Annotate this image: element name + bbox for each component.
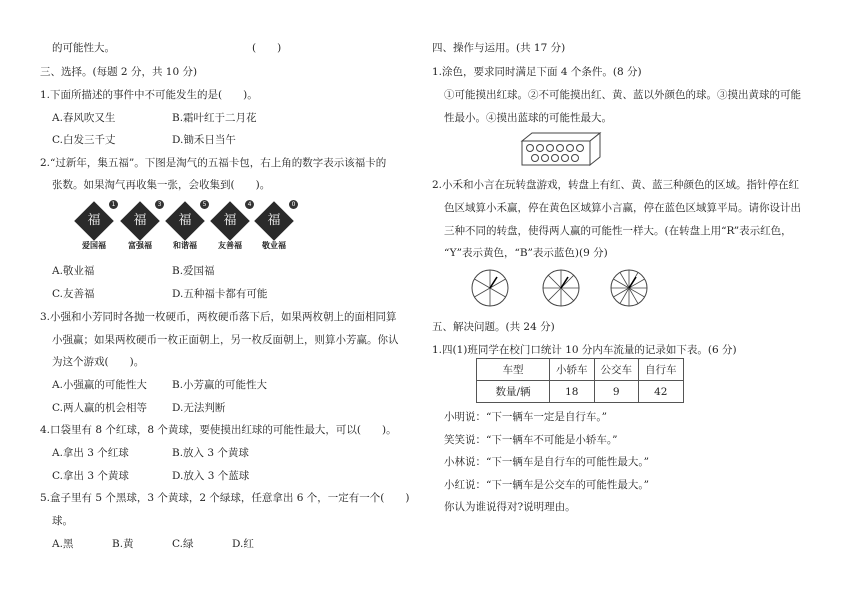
- q1-option-d: D.锄禾日当午: [172, 134, 236, 146]
- q3-option-b: B.小芳赢的可能性大: [172, 379, 268, 391]
- card-caption: 和谐福: [173, 240, 197, 250]
- card-caption: 爱国福: [82, 240, 106, 250]
- q5-option-d: D.红: [232, 538, 254, 550]
- q3-option-c: C.两人赢的机会相等: [52, 402, 147, 414]
- q2-stem-line1: 2.“过新年，集五福”。下图是淘气的五福卡包，右上角的数字表示该福卡的: [40, 157, 387, 169]
- card-count-badge: 4: [245, 200, 254, 209]
- section5-title: 五、解决问题。(共 24 分): [432, 321, 555, 333]
- table-cell: 公交车: [594, 359, 639, 381]
- q5-stem-line1: 5.盒子里有 5 个黑球，3 个黄球，2 个绿球，任意拿出 6 个，一定有一个( ): [40, 492, 410, 504]
- q5-stem-line2: 球。: [52, 515, 73, 527]
- table-row: [477, 381, 684, 403]
- fu-card-char: 福: [223, 213, 237, 228]
- card-caption: 敬业福: [262, 240, 286, 250]
- fu-card-char: 福: [87, 213, 101, 228]
- section4-title: 四、操作与运用。(共 17 分): [432, 42, 566, 54]
- q3-stem-line1: 3.小强和小芳同时各抛一枚硬币，两枚硬币落下后，如果两枚朝上的面相同算: [40, 311, 397, 323]
- q4-option-a: A.拿出 3 个红球: [52, 447, 129, 459]
- op-q2-stem-line1: 2.小禾和小言在玩转盘游戏，转盘上有红、黄、蓝三种颜色的区域。指针停在红: [432, 179, 800, 191]
- section3-title: 三、选择。(每题 2 分，共 10 分): [40, 66, 198, 78]
- statement-xiaolin: 小林说：“下一辆车是自行车的可能性最大。”: [444, 456, 649, 468]
- q2-option-b: B.爱国福: [172, 265, 215, 277]
- q1-option-a: A.春风吹又生: [52, 112, 116, 124]
- card-caption: 富强福: [128, 240, 152, 250]
- q3-stem-line2: 小强赢；如果两枚硬币一枚正面朝上，另一枚反面朝上，则算小芳赢。你认: [52, 334, 399, 346]
- op-q1-conditions-line2: 性最小。④摸出蓝球的可能性最大。: [444, 112, 612, 124]
- q4-option-d: D.放入 3 个蓝球: [172, 470, 250, 482]
- problem1-stem: 1.四(1)班同学在校门口统计 10 分内车流量的记录如下表。(6 分): [432, 344, 737, 356]
- op-q2-stem-line2: 色区域算小禾赢，停在黄色区域算小言赢，停在蓝色区域算平局。请你设计出: [444, 202, 801, 214]
- q1-stem: 1.下面所描述的事件中不可能发生的是( )。: [40, 89, 258, 101]
- spinner-2[interactable]: [541, 268, 581, 308]
- statement-xiaoming: 小明说：“下一辆车一定是自行车。”: [444, 411, 607, 423]
- q2-stem-line2: 张数。如果淘气再收集一张，会收集到( )。: [52, 179, 271, 191]
- op-q2-stem-line3: 三种不同的转盘，使得两人赢的可能性一样大。(在转盘上用“R”表示红色，: [444, 225, 792, 237]
- table-cell: 自行车: [639, 359, 684, 381]
- traffic-table: [476, 358, 684, 403]
- statement-xiaohong: 小红说：“下一辆车是公交车的可能性最大。”: [444, 479, 649, 491]
- question-prompt: 你认为谁说得对?说明理由。: [444, 501, 576, 513]
- q4-option-c: C.拿出 3 个黄球: [52, 470, 129, 482]
- card-count-badge: 3: [155, 200, 164, 209]
- q3-option-d: D.无法判断: [172, 402, 226, 414]
- statement-xiaoxiao: 笑笑说：“下一辆车不可能是小轿车。”: [444, 434, 618, 446]
- q2-option-d: D.五种福卡都有可能: [172, 288, 268, 300]
- q2-option-a: A.敬业福: [52, 265, 95, 277]
- table-cell: 42: [639, 381, 684, 403]
- card-count-badge: 1: [109, 200, 118, 209]
- q1-option-b: B.霜叶红于二月花: [172, 112, 257, 124]
- q5-option-c: C.绿: [172, 538, 194, 550]
- spinner-3[interactable]: [609, 268, 649, 308]
- q4-stem: 4.口袋里有 8 个红球，8 个黄球，要使摸出红球的可能性最大，可以( )。: [40, 424, 397, 436]
- op-q2-stem-line4: “Y”表示黄色，“B”表示蓝色)(9 分): [444, 247, 608, 259]
- answer-paren: ( ): [252, 42, 282, 54]
- fu-card-char: 福: [178, 213, 192, 228]
- spinner-1[interactable]: [470, 268, 510, 308]
- q5-option-b: B.黄: [112, 538, 134, 550]
- q1-option-c: C.白发三千丈: [52, 134, 116, 146]
- fu-card-char: 福: [267, 213, 281, 228]
- ball-box-figure: [520, 131, 602, 167]
- table-cell: 9: [594, 381, 639, 403]
- card-count-badge: 5: [200, 200, 209, 209]
- table-cell: 小轿车: [550, 359, 595, 381]
- prev-question-tail: 的可能性大。: [52, 42, 115, 54]
- card-count-badge: 0: [289, 200, 298, 209]
- q4-option-b: B.放入 3 个黄球: [172, 447, 249, 459]
- table-cell: 18: [550, 381, 595, 403]
- fu-card-char: 福: [133, 213, 147, 228]
- table-cell: 车型: [477, 359, 550, 381]
- table-header-row: [477, 359, 684, 381]
- op-q1-stem: 1.涂色，要求同时满足下面 4 个条件。(8 分): [432, 66, 642, 78]
- q3-option-a: A.小强赢的可能性大: [52, 379, 147, 391]
- card-caption: 友善福: [218, 240, 242, 250]
- q5-option-a: A.黑: [52, 538, 74, 550]
- q3-stem-line3: 为这个游戏( )。: [52, 356, 145, 368]
- table-cell: 数量/辆: [477, 381, 550, 403]
- q2-option-c: C.友善福: [52, 288, 95, 300]
- op-q1-conditions-line1: ①可能摸出红球。②不可能摸出红、黄、蓝以外颜色的球。③摸出黄球的可能: [444, 89, 801, 101]
